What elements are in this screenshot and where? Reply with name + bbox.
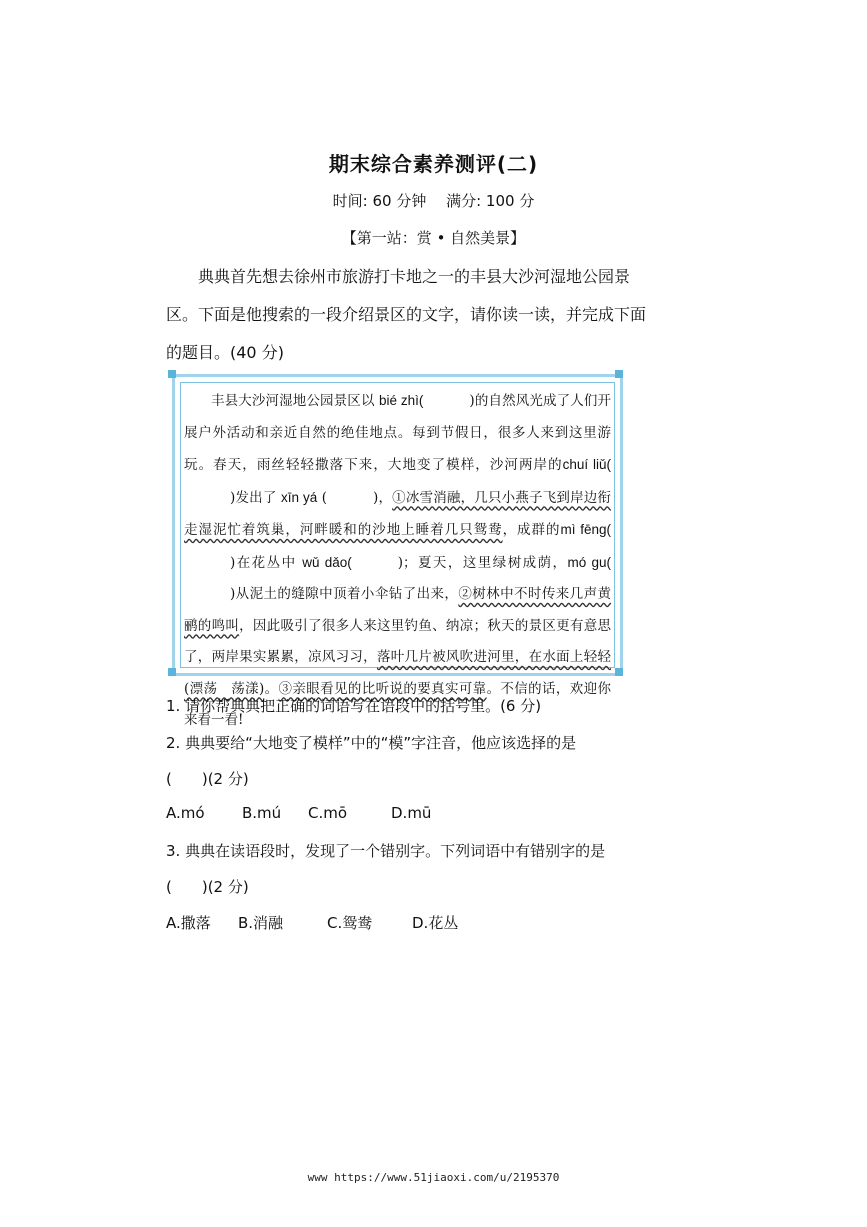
question-2-options xyxy=(166,804,431,822)
frame-corner xyxy=(615,668,623,676)
intro-paragraph: 典典首先想去徐州市旅游打卡地之一的丰县大沙河湿地公园景区。下面是他搜索的一段介绍景区的文字，请你读一读，并完成下面的题目。(40 分) xyxy=(166,267,647,362)
time-score-info: 时间: 60 分钟 满分: 100 分 xyxy=(332,192,535,210)
reading-passage: 丰县大沙河湿地公园景区以 bié zhì( )的自然风光成了人们开展户外活动和亲近自然的绝佳地点。每到节假日，很多人来到这里游玩。春天，雨丝轻轻撒落下来，大地变了模样，沙河两岸的chuí liǔ()发出了 xīn yá ( )，①冰雪消融，几只小燕子飞到岸边衔走湿泥忙着筑巢，河畔暖和的沙地上睡着几只鸳鸯，成群的mì fēng()在花丛中 wǔ dǎo( )；夏天，这里绿树成荫，mó gu()从泥土的缝隙中顶着小伞钻了出来，②树林中不时传来几声黄鹂的鸣叫，因此吸引了很多人来这里钓鱼、纳凉；秋天的景区更有意思了，两岸果实累累，凉风习习，落叶几片被风吹进河里，在水面上轻轻(漂荡 荡漾)。③亲眼看见的比听说的要真实可靠。不信的话，欢迎你来看一看! xyxy=(184,393,612,728)
question-2: 2. 典典要给“大地变了模样”中的“模”字注音，他应该选择的是 xyxy=(166,734,577,752)
option-d[interactable]: D.花丛 xyxy=(412,914,459,932)
underlined-sentence-3: 落叶几片被风吹进河里，在水面上轻轻(漂荡 荡漾) xyxy=(184,649,612,697)
question-3: 3. 典典在读语段时，发现了一个错别字。下列词语中有错别字的是 xyxy=(166,842,606,860)
section-title: 【第一站：赏 • 自然美景】 xyxy=(341,229,526,247)
pinyin-bie-zhi: bié zhì( xyxy=(379,393,424,408)
frame-corner xyxy=(615,370,623,378)
pinyin-mi-feng: mì fēng( xyxy=(560,522,611,537)
pinyin-wu-dao: wǔ dǎo( xyxy=(302,554,352,570)
underlined-sentence-4: ③亲眼看见的比听说的要真实可靠 xyxy=(278,680,487,697)
underlined-sentence-1: ①冰雪消融，几只小燕子飞到岸边衔走湿泥忙着筑巢，河畔暖和的沙地上睡着几只鸳鸯 xyxy=(184,489,611,538)
question-3-answer-slot[interactable]: ( )(2 分) xyxy=(166,878,249,896)
question-2-answer-slot[interactable]: ( )(2 分) xyxy=(166,770,249,788)
pinyin-chui-liu: chuí liǔ( xyxy=(562,457,611,472)
frame-corner xyxy=(168,370,176,378)
page-title: 期末综合素养测评(二) xyxy=(328,152,539,176)
option-d[interactable]: D.mū xyxy=(391,804,432,822)
frame-corner xyxy=(168,668,176,676)
question-3-options xyxy=(166,912,458,933)
option-c[interactable]: C.mō xyxy=(308,804,348,822)
watermark-url: www https://www.51jiaoxi.com/u/2195370 xyxy=(307,1171,560,1184)
underlined-sentence-2: ②树林中不时传来几声黄鹂的鸣叫 xyxy=(184,586,611,634)
option-b[interactable]: B.消融 xyxy=(238,914,284,932)
option-a[interactable]: A.撒落 xyxy=(166,914,211,932)
question-1: 1. 请你帮典典把正确的词语写在语段中的括号里。(6 分) xyxy=(166,697,542,715)
pinyin-mo-gu: mó gu( xyxy=(567,554,611,570)
option-a[interactable]: A.mó xyxy=(166,804,205,822)
option-c[interactable]: C.鸳鸯 xyxy=(327,914,373,932)
option-b[interactable]: B.mú xyxy=(242,804,282,822)
pinyin-xin-ya: xīn yá xyxy=(281,489,318,505)
